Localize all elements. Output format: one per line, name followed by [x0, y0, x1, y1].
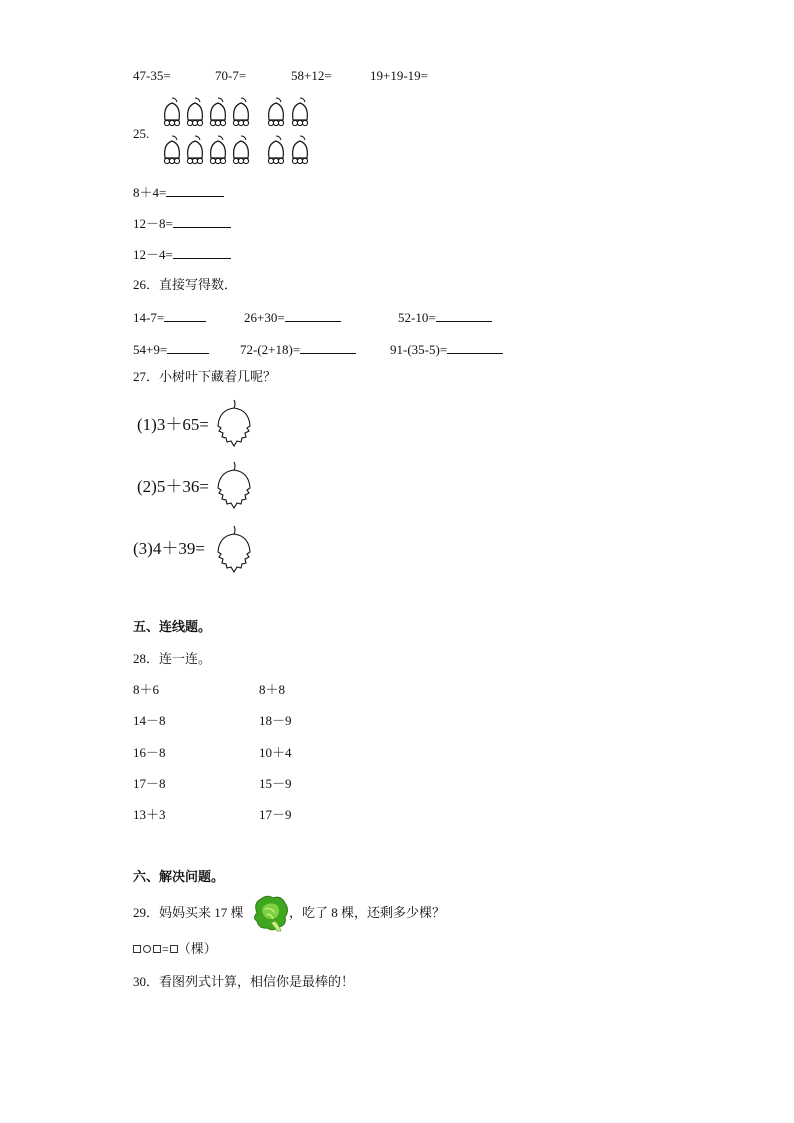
match-left-3[interactable]: 16－8	[133, 745, 166, 760]
acorn-group-icon	[160, 96, 320, 168]
q25-line-1: 8＋4=	[133, 184, 224, 201]
match-left-5[interactable]: 13＋3	[133, 807, 166, 822]
section5-heading: 五、连线题。	[133, 620, 212, 635]
q27-item-2: (2)5＋36=	[137, 477, 209, 496]
q29-answer-line	[133, 941, 217, 957]
match-right-1[interactable]: 8＋8	[259, 682, 286, 697]
acorn-row-top	[164, 98, 307, 126]
q24-item-4: 19+19-19=	[370, 68, 428, 83]
empty-box-icon[interactable]	[170, 945, 178, 953]
q27-title: 27．小树叶下藏着几呢？	[133, 369, 277, 384]
section6-heading: 六、解决问题。	[133, 870, 225, 885]
q26-r1-c1: 14-7=	[133, 309, 206, 326]
match-right-5[interactable]: 17－9	[259, 807, 292, 822]
answer-blank[interactable]	[166, 184, 224, 197]
q30-text: 30．看图列式计算，相信你是最棒的！	[133, 974, 355, 989]
leaf-icon	[216, 398, 252, 448]
match-left-2[interactable]: 14－8	[133, 713, 166, 728]
match-left-4[interactable]: 17－8	[133, 776, 166, 791]
q24-item-3: 58+12=	[291, 68, 332, 83]
q25-number: 25.	[133, 126, 150, 141]
answer-blank[interactable]	[173, 246, 231, 259]
empty-circle-icon[interactable]	[143, 945, 151, 953]
match-left-1[interactable]: 8＋6	[133, 682, 160, 697]
answer-blank[interactable]	[173, 215, 231, 228]
answer-blank[interactable]	[436, 309, 492, 322]
answer-blank[interactable]	[167, 341, 209, 354]
match-right-3[interactable]: 10＋4	[259, 745, 292, 760]
q26-r2-c3: 91-(35-5)=	[390, 341, 503, 358]
cabbage-icon	[251, 893, 291, 933]
q25-line-3: 12－4=	[133, 246, 231, 263]
q27-item-1: (1)3＋65=	[137, 415, 209, 434]
acorn-row-bottom	[164, 136, 307, 164]
leaf-icon	[216, 524, 252, 574]
q24-item-2: 70-7=	[215, 68, 247, 83]
equals-sign: =	[162, 942, 169, 956]
answer-blank[interactable]	[300, 341, 356, 354]
empty-box-icon[interactable]	[153, 945, 161, 953]
answer-blank[interactable]	[447, 341, 503, 354]
q26-r1-c2: 26+30=	[244, 309, 341, 326]
match-right-2[interactable]: 18－9	[259, 713, 292, 728]
q26-r1-c3: 52-10=	[398, 309, 492, 326]
q26-r2-c2: 72-(2+18)=	[240, 341, 356, 358]
q29-text-after: ，吃了 8 棵，还剩多少棵？	[289, 905, 446, 920]
q29-text-before: 29．妈妈买来 17 棵	[133, 905, 244, 920]
q28-title: 28．连一连。	[133, 651, 212, 666]
answer-blank[interactable]	[285, 309, 341, 322]
answer-blank[interactable]	[164, 309, 206, 322]
q27-item-3: (3)4＋39=	[133, 539, 205, 558]
q25-line-2: 12－8=	[133, 215, 231, 232]
q26-title: 26．直接写得数．	[133, 277, 238, 292]
q26-r2-c1: 54+9=	[133, 341, 209, 358]
match-right-4[interactable]: 15－9	[259, 776, 292, 791]
unit-label: （棵）	[177, 941, 217, 956]
empty-box-icon[interactable]	[133, 945, 141, 953]
q24-item-1: 47-35=	[133, 68, 171, 83]
leaf-icon	[216, 460, 252, 510]
